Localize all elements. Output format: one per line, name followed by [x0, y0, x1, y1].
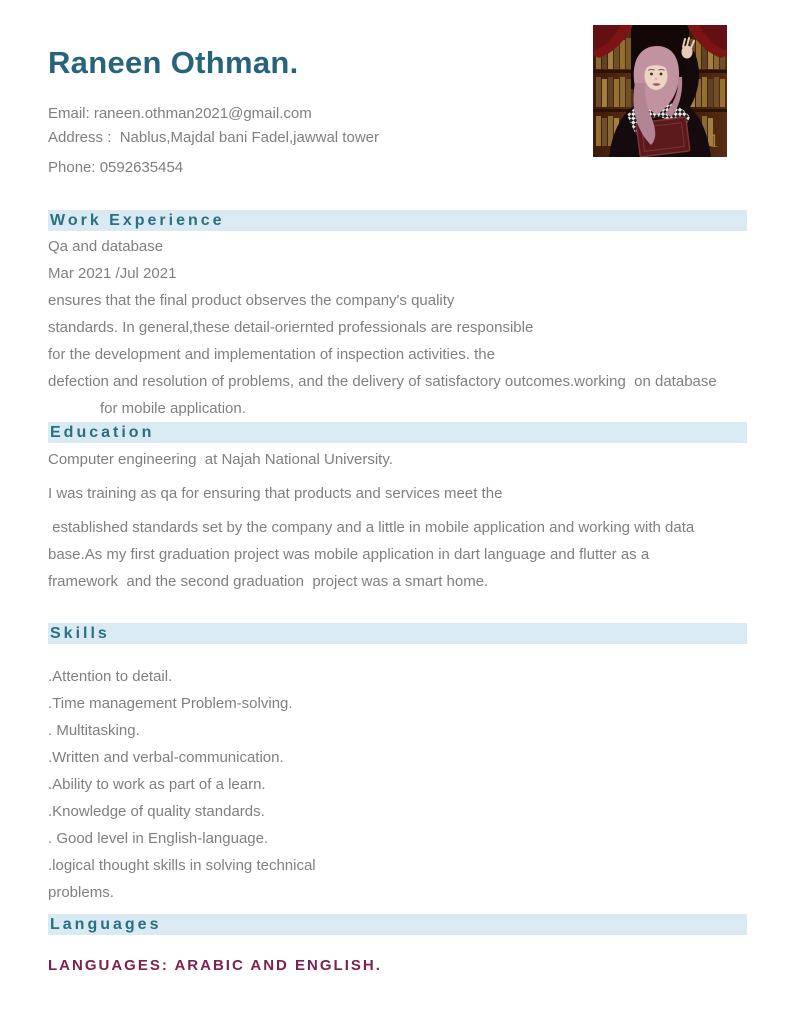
skill-item: .Written and verbal-communication.: [48, 749, 284, 766]
contact-phone: Phone: 0592635454: [48, 159, 184, 176]
skill-item: .Ability to work as part of a learn.: [48, 776, 266, 793]
person-name: Raneen Othman.: [48, 45, 299, 80]
education-body: [48, 446, 747, 595]
skill-item: .Knowledge of quality standards.: [48, 803, 265, 820]
svg-text:1: 1: [709, 130, 719, 152]
work-experience-body: [48, 233, 747, 422]
work-role: Qa and database: [48, 238, 164, 255]
work-description-line: ensures that the final product observes the company's quality: [48, 292, 455, 309]
work-description-line: defection and resolution of problems, and the delivery of satisfactory outcomes.working on database: [48, 373, 717, 390]
education-description-line: framework and the second graduation project was a smart home.: [48, 573, 489, 590]
skill-item: .Attention to detail.: [48, 668, 173, 685]
languages-statement: LANGUAGES: ARABIC AND ENGLISH.: [48, 957, 382, 974]
education-description-line: established standards set by the company and a little in mobile application and working with data: [48, 519, 695, 536]
contact-block: [48, 102, 747, 180]
section-header-education: Education: [48, 422, 747, 443]
skill-item: . Good level in English-language.: [48, 830, 269, 847]
education-paragraph: [48, 514, 747, 595]
work-description-line: standards. In general,these detail-oriernted professionals are responsible: [48, 319, 534, 336]
section-header-skills: Skills: [48, 623, 747, 644]
contact-address: Address : Nablus,Majdal bani Fadel,jawwal tower: [48, 129, 379, 146]
work-description-line: for the development and implementation of inspection activities. the: [48, 346, 495, 363]
education-degree-line: Computer engineering at Najah National University.: [48, 451, 393, 468]
section-header-work-experience: Work Experience: [48, 210, 747, 231]
skill-item: problems.: [48, 884, 114, 901]
section-header-languages: Languages: [48, 914, 747, 935]
education-description-line: base.As my first graduation project was mobile application in dart language and flutter as a: [48, 546, 650, 563]
skill-item: . Multitasking.: [48, 722, 140, 739]
work-description-line: for mobile application.: [100, 400, 246, 417]
contact-email: Email: raneen.othman2021@gmail.com: [48, 105, 312, 122]
skills-list: [48, 663, 747, 906]
skill-item: .logical thought skills in solving technical: [48, 857, 316, 874]
skill-item: .Time management Problem-solving.: [48, 695, 293, 712]
work-dates: Mar 2021 /Jul 2021: [48, 265, 177, 282]
education-description-line: I was training as qa for ensuring that products and services meet the: [48, 485, 503, 502]
